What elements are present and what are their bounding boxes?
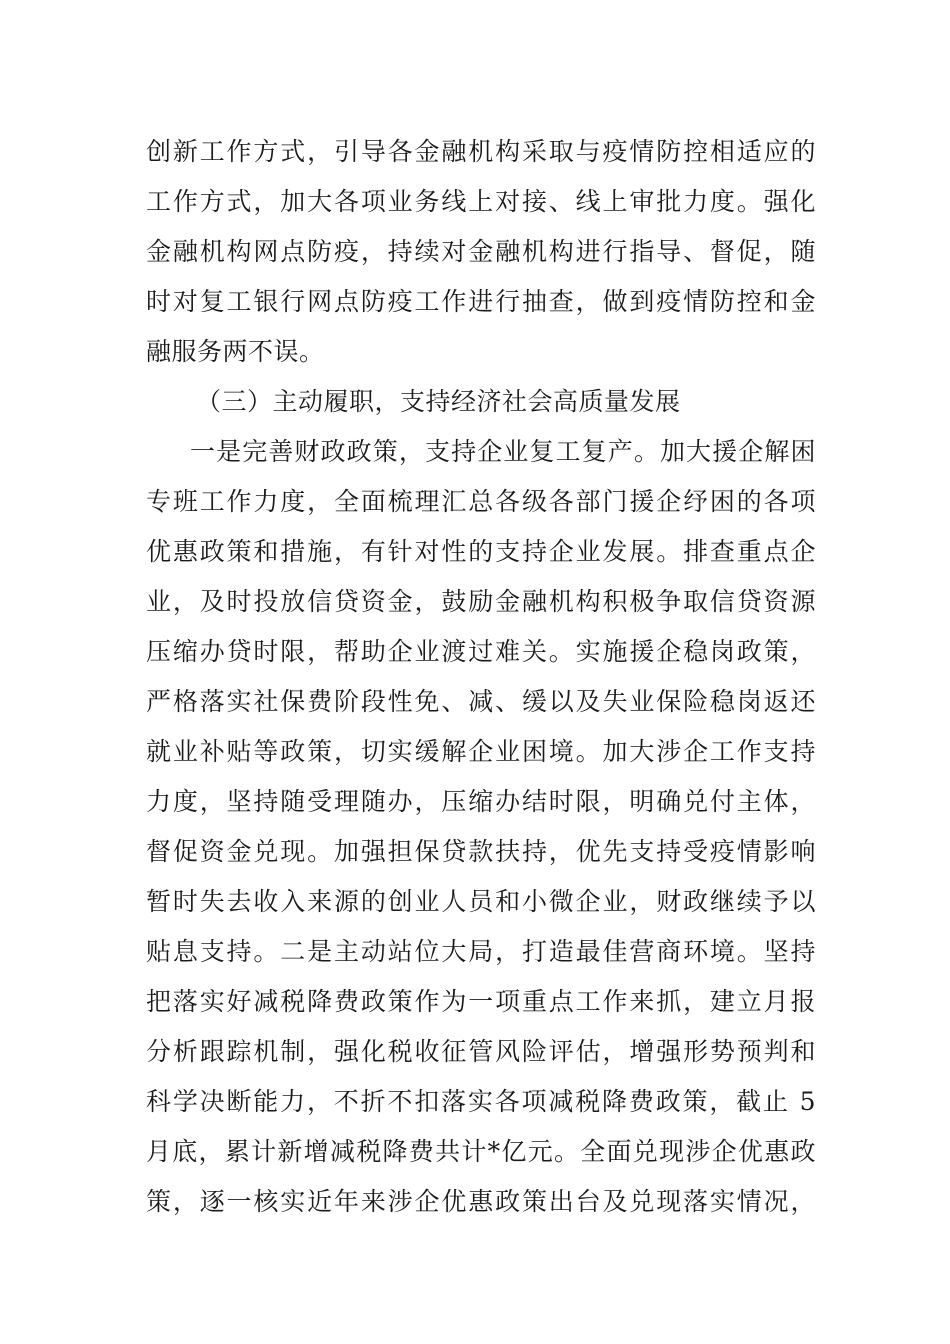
text-line: 压缩办贷时限，帮助企业渡过难关。实施援企稳岗政策， bbox=[146, 637, 816, 666]
text-line: 暂时失去收入来源的创业人员和小微企业，财政继续予以 bbox=[146, 887, 816, 916]
text-line: 策，逐一核实近年来涉企优惠政策出台及兑现落实情况， bbox=[146, 1187, 816, 1216]
text-line: 一是完善财政政策，支持企业复工复产。加大援企解困 bbox=[190, 437, 816, 466]
text-line: 科学决断能力，不折不扣落实各项减税降费政策，截止 5 bbox=[146, 1087, 816, 1116]
section-heading: （三）主动履职，支持经济社会高质量发展 bbox=[196, 387, 681, 416]
text-line: 严格落实社保费阶段性免、减、缓以及失业保险稳岗返还 bbox=[146, 687, 816, 716]
text-line: 督促资金兑现。加强担保贷款扶持，优先支持受疫情影响 bbox=[146, 837, 816, 866]
text-line: 业，及时投放信贷资金，鼓励金融机构积极争取信贷资源 bbox=[146, 587, 816, 616]
text-line: 工作方式，加大各项业务线上对接、线上审批力度。强化 bbox=[146, 187, 816, 216]
text-line: 融服务两不误。 bbox=[146, 337, 325, 366]
text-line: 优惠政策和措施，有针对性的支持企业发展。排查重点企 bbox=[146, 537, 816, 566]
text-line: 贴息支持。二是主动站位大局，打造最佳营商环境。坚持 bbox=[146, 937, 816, 966]
text-line: 力度，坚持随受理随办，压缩办结时限，明确兑付主体， bbox=[146, 787, 816, 816]
text-line: 就业补贴等政策，切实缓解企业困境。加大涉企工作支持 bbox=[146, 737, 816, 766]
text-line: 时对复工银行网点防疫工作进行抽查，做到疫情防控和金 bbox=[146, 287, 816, 316]
text-line: 金融机构网点防疫，持续对金融机构进行指导、督促，随 bbox=[146, 237, 816, 266]
text-line: 分析跟踪机制，强化税收征管风险评估，增强形势预判和 bbox=[146, 1037, 816, 1066]
text-line: 创新工作方式，引导各金融机构采取与疫情防控相适应的 bbox=[146, 137, 816, 166]
text-line: 月底，累计新增减税降费共计*亿元。全面兑现涉企优惠政 bbox=[146, 1137, 816, 1166]
text-line: 专班工作力度，全面梳理汇总各级各部门援企纾困的各项 bbox=[146, 487, 816, 516]
text-line: 把落实好减税降费政策作为一项重点工作来抓，建立月报 bbox=[146, 987, 816, 1016]
